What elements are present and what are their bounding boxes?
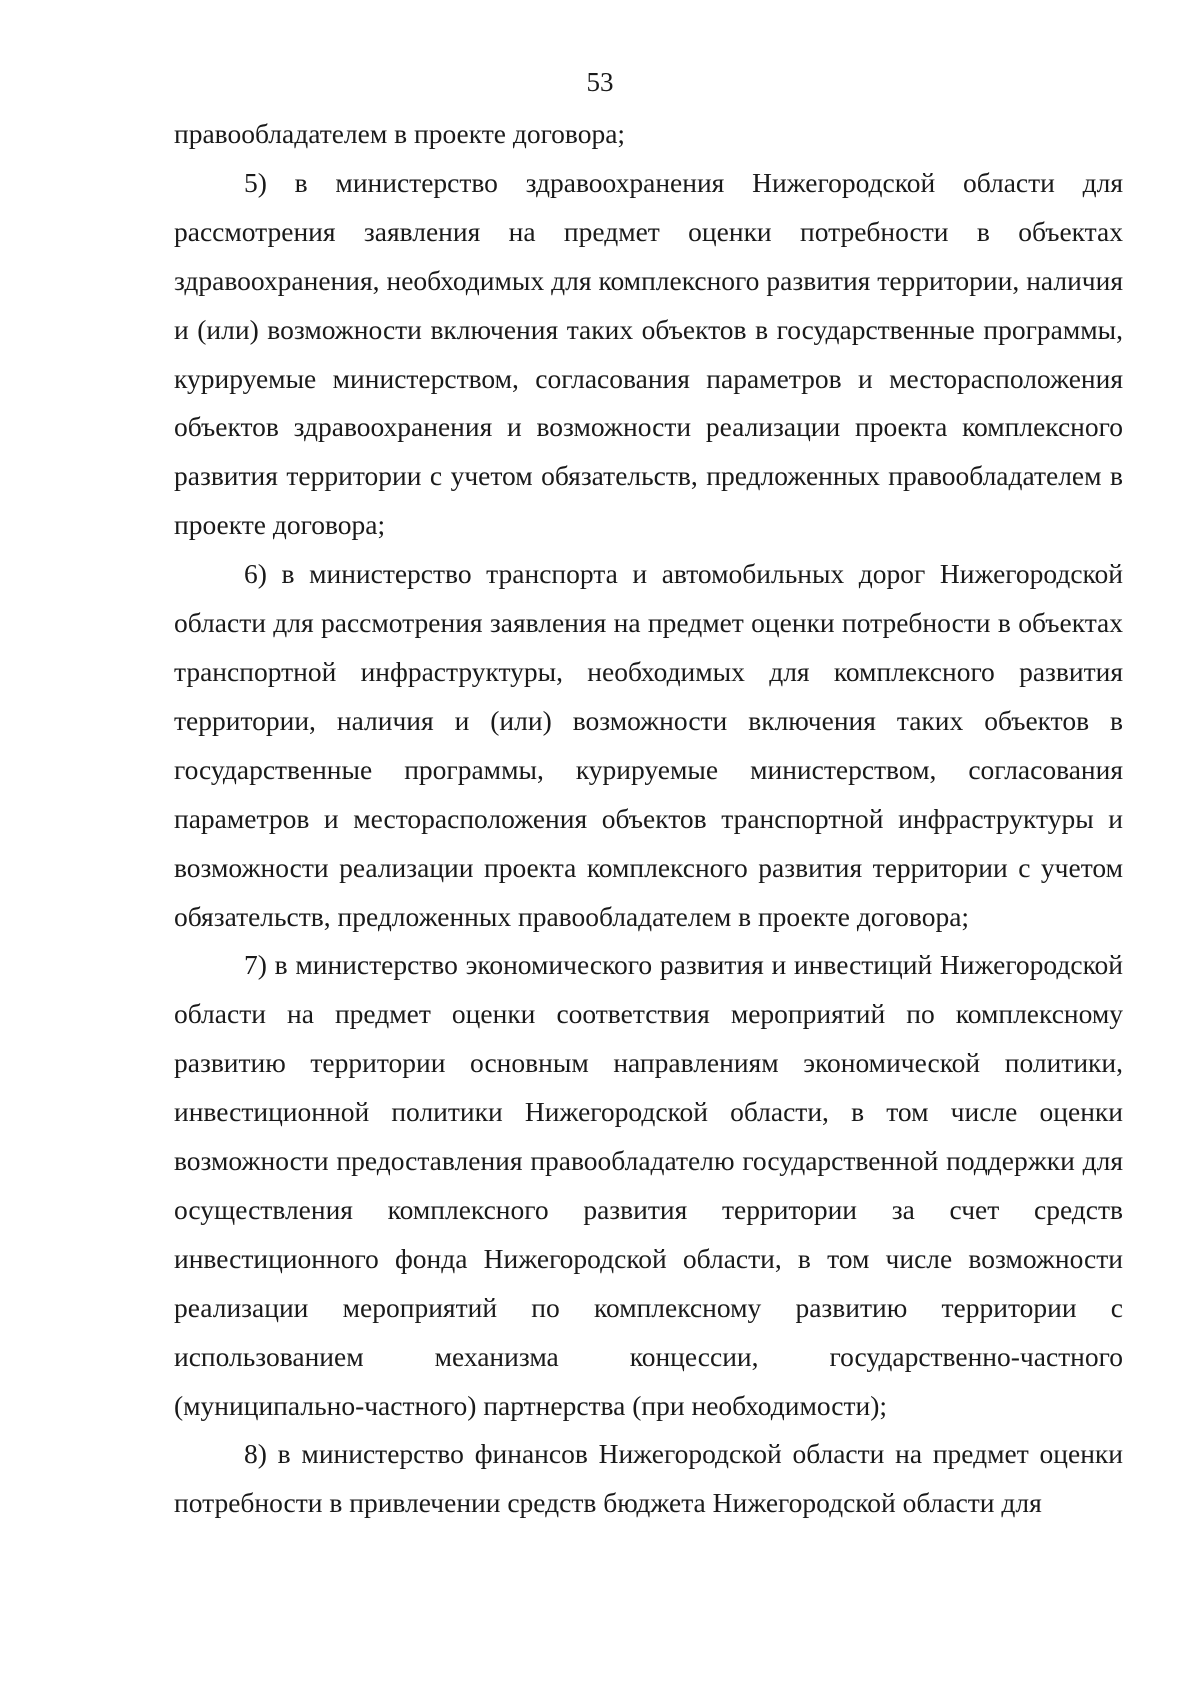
paragraph-item-8: 8) в министерство финансов Нижегородской области на предмет оценки потребности в привлечении средств бюджета Нижегородской области для <box>174 1438 1123 1519</box>
paragraph-item-6: 6) в министерство транспорта и автомобильных дорог Нижегородской области для рассмотрения заявления на предмет оценки потребности в объектах транспортной инфраструктуры, необходимых для комплексного развития территории, наличия и (или) возможности включения таких объектов в государственные программы, курируемые министерством, согласования параметров и месторасположения объектов транспортной инфраструктуры и возможности реализации проекта комплексного развития территории с учетом обязательств, предложенных правообладателем в проекте договора; <box>174 558 1123 932</box>
paragraph-item-7: 7) в министерство экономического развития и инвестиций Нижегородской области на предмет оценки соответствия мероприятий по комплексному развитию территории основным направлениям экономической политики, инвестиционной политики Нижегородской области, в том числе оценки возможности предоставления правообладателю государственной поддержки для осуществления комплексного развития территории за счет средств инвестиционного фонда Нижегородской области, в том числе возможности реализации мероприятий по комплексному развитию территории с использованием механизма концессии, государственно-частного (муниципально-частного) партнерства (при необходимости); <box>174 949 1123 1421</box>
paragraph-continuation: правообладателем в проекте договора; <box>174 118 626 149</box>
document-body <box>174 110 1123 1528</box>
page-number: 53 <box>586 67 614 97</box>
paragraph-item-5: 5) в министерство здравоохранения Нижегородской области для рассмотрения заявления на предмет оценки потребности в объектах здравоохранения, необходимых для комплексного развития территории, наличия и (или) возможности включения таких объектов в государственные программы, курируемые министерством, согласования параметров и месторасположения объектов здравоохранения и возможности реализации проекта комплексного развития территории с учетом обязательств, предложенных правообладателем в проекте договора; <box>174 166 1123 541</box>
